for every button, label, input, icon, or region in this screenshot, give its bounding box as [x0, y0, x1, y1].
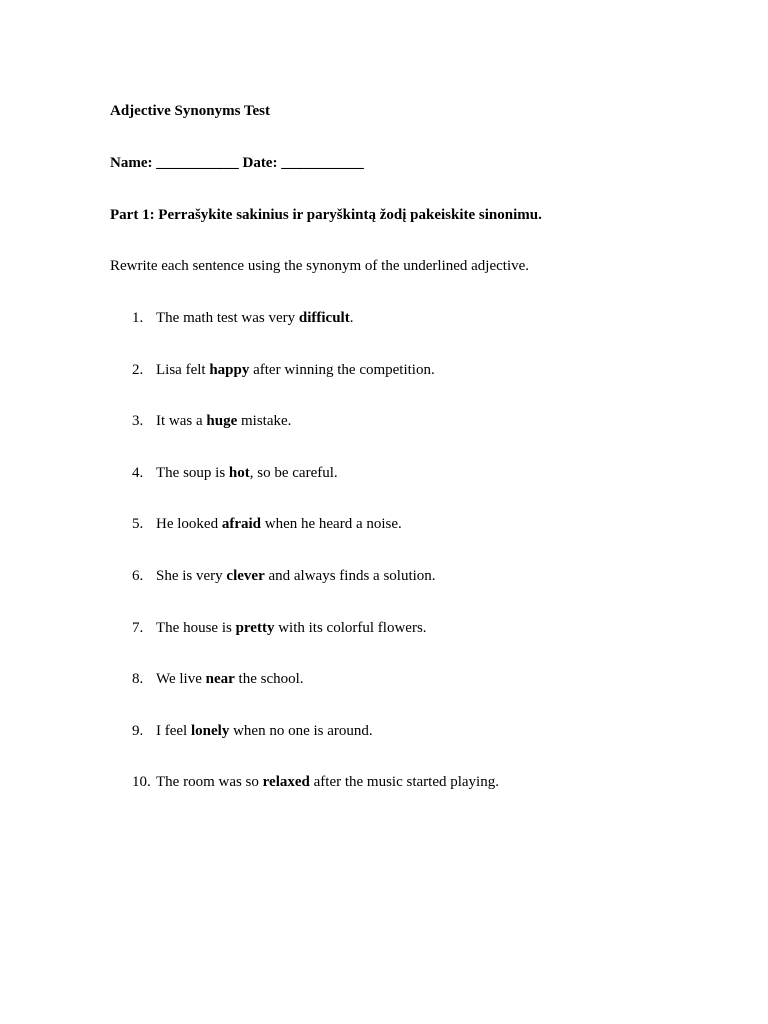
- sentence-before: He looked: [156, 516, 222, 533]
- sentence-before: I feel: [156, 722, 191, 739]
- bold-adjective: difficult: [298, 310, 350, 326]
- bold-adjective: happy: [209, 361, 250, 378]
- name-label: Name:: [110, 155, 153, 171]
- item-sentence: [156, 773, 499, 791]
- sentence-before: Lisa felt: [156, 361, 210, 378]
- bold-adjective: clever: [226, 567, 265, 584]
- sentence-after: , so be careful.: [249, 464, 338, 481]
- bold-adjective: afraid: [221, 516, 261, 533]
- item-sentence: [156, 722, 373, 740]
- name-date-line: [110, 154, 364, 172]
- item-number: 4.: [132, 464, 144, 481]
- item-number: 1.: [132, 310, 144, 326]
- item-number: 3.: [132, 413, 144, 430]
- item-number: 5.: [132, 516, 144, 533]
- sentence-after: the school.: [234, 671, 304, 688]
- sentence-after: when he heard a noise.: [261, 516, 402, 533]
- page-title: Adjective Synonyms Test: [110, 103, 271, 119]
- sentence-after: after winning the competition.: [249, 361, 435, 378]
- date-label: Date:: [242, 155, 278, 171]
- bold-adjective: hot: [228, 464, 250, 481]
- instructions: Rewrite each sentence using the synonym of the underlined adjective.: [110, 258, 530, 274]
- sentence-before: It was a: [156, 413, 207, 430]
- date-blank: ___________: [281, 155, 364, 171]
- item-sentence: [156, 670, 304, 688]
- item-sentence: [156, 619, 427, 637]
- item-sentence: [156, 567, 436, 585]
- sentence-before: The soup is: [156, 464, 229, 481]
- sentence-before: The room was so: [156, 774, 263, 791]
- item-number: 9.: [132, 722, 144, 739]
- sentence-after: and always finds a solution.: [264, 567, 436, 584]
- bold-adjective: relaxed: [262, 774, 310, 791]
- sentence-before: The house is: [156, 619, 236, 636]
- sentence-after: with its colorful flowers.: [274, 619, 427, 636]
- item-sentence: [156, 464, 338, 482]
- sentence-before: She is very: [156, 567, 227, 584]
- sentence-before: We live: [156, 671, 206, 688]
- item-sentence: [156, 515, 402, 533]
- bold-adjective: huge: [206, 413, 238, 430]
- item-sentence: [156, 309, 353, 327]
- item-number: 2.: [132, 361, 144, 378]
- item-number: 8.: [132, 671, 144, 688]
- item-sentence: [156, 361, 435, 379]
- sentence-after: mistake.: [237, 413, 292, 430]
- bold-adjective: pretty: [235, 619, 275, 636]
- name-blank: ___________: [156, 155, 239, 171]
- sentence-before: The math test was very: [156, 310, 299, 326]
- bold-adjective: near: [205, 671, 235, 688]
- item-number: 10.: [132, 774, 151, 791]
- sentence-after: .: [349, 310, 354, 326]
- item-sentence: [156, 412, 291, 430]
- sentence-after: after the music started playing.: [309, 774, 499, 791]
- item-number: 6.: [132, 567, 144, 584]
- bold-adjective: lonely: [190, 722, 230, 739]
- sentence-after: when no one is around.: [229, 722, 373, 739]
- part1-heading: Part 1: Perrašykite sakinius ir paryškintą žodį pakeiskite sinonimu.: [110, 207, 542, 223]
- item-number: 7.: [132, 619, 144, 636]
